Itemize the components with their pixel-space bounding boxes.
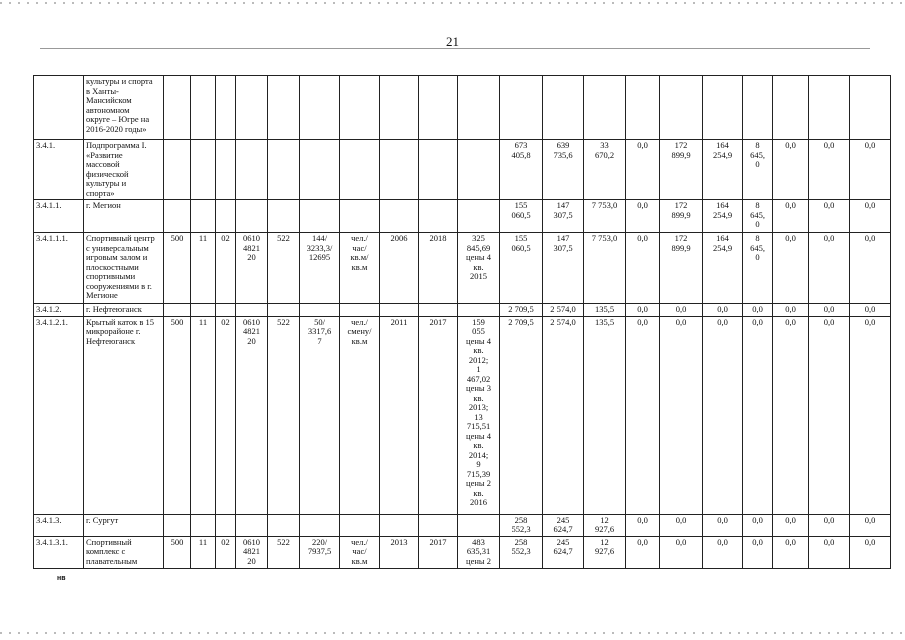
- value-cell: [626, 76, 660, 140]
- value-cell: 11: [191, 316, 216, 514]
- value-cell: [268, 76, 300, 140]
- value-cell: 0,0: [660, 304, 703, 317]
- value-cell: [380, 140, 419, 200]
- value-cell: 8 645, 0: [743, 200, 773, 233]
- value-cell: [419, 304, 458, 317]
- footer-mark: нв: [57, 575, 66, 582]
- value-cell: [458, 200, 500, 233]
- value-cell: 12 927,6: [584, 536, 626, 568]
- value-cell: [543, 76, 584, 140]
- value-cell: 0,0: [773, 514, 809, 536]
- value-cell: [340, 76, 380, 140]
- value-cell: [419, 76, 458, 140]
- value-cell: 0,0: [773, 316, 809, 514]
- value-cell: [380, 76, 419, 140]
- value-cell: [191, 514, 216, 536]
- value-cell: [191, 304, 216, 317]
- value-cell: [809, 76, 850, 140]
- value-cell: 2018: [419, 233, 458, 304]
- value-cell: 147 307,5: [543, 200, 584, 233]
- value-cell: [236, 76, 268, 140]
- value-cell: 7 753,0: [584, 200, 626, 233]
- value-cell: 522: [268, 316, 300, 514]
- value-cell: 0,0: [626, 140, 660, 200]
- row-name-cell: Спортивный центр с универсальным игровым залом и плоскостными спортивными сооружениями в г. Мегионе: [84, 233, 164, 304]
- value-cell: [216, 140, 236, 200]
- value-cell: 8 645, 0: [743, 140, 773, 200]
- value-cell: 245 624,7: [543, 536, 584, 568]
- value-cell: 0,0: [773, 233, 809, 304]
- value-cell: 8 645, 0: [743, 233, 773, 304]
- value-cell: [773, 76, 809, 140]
- value-cell: 0,0: [660, 536, 703, 568]
- value-cell: [236, 200, 268, 233]
- value-cell: 639 735,6: [543, 140, 584, 200]
- value-cell: 483 635,31 цены 2: [458, 536, 500, 568]
- value-cell: 0,0: [743, 304, 773, 317]
- value-cell: [419, 140, 458, 200]
- value-cell: 258 552,3: [500, 514, 543, 536]
- value-cell: 0,0: [773, 200, 809, 233]
- value-cell: 220/ 7937,5: [300, 536, 340, 568]
- value-cell: 0,0: [626, 200, 660, 233]
- row-name-cell: г. Нефтеюганск: [84, 304, 164, 317]
- value-cell: 2013: [380, 536, 419, 568]
- value-cell: 0610 4821 20: [236, 316, 268, 514]
- value-cell: [458, 304, 500, 317]
- row-code-cell: 3.4.1.3.: [34, 514, 84, 536]
- value-cell: [164, 76, 191, 140]
- table-row: [34, 140, 891, 200]
- value-cell: 0,0: [773, 304, 809, 317]
- value-cell: 500: [164, 233, 191, 304]
- value-cell: [458, 140, 500, 200]
- value-cell: 0,0: [773, 140, 809, 200]
- value-cell: 144/ 3233,3/ 12695: [300, 233, 340, 304]
- row-name-cell: культуры и спорта в Ханты- Мансийском автономном округе – Югре на 2016-2020 годы»: [84, 76, 164, 140]
- scan-edge-top: [0, 2, 905, 4]
- value-cell: 500: [164, 536, 191, 568]
- value-cell: [340, 140, 380, 200]
- value-cell: 2017: [419, 536, 458, 568]
- value-cell: 0,0: [626, 233, 660, 304]
- value-cell: 0,0: [809, 514, 850, 536]
- data-table: [33, 75, 891, 569]
- value-cell: 0,0: [809, 140, 850, 200]
- value-cell: 0,0: [743, 316, 773, 514]
- value-cell: 0,0: [809, 316, 850, 514]
- value-cell: 2011: [380, 316, 419, 514]
- value-cell: 0,0: [809, 233, 850, 304]
- value-cell: [268, 304, 300, 317]
- value-cell: 11: [191, 536, 216, 568]
- table-row: [34, 514, 891, 536]
- row-name-cell: Крытый каток в 15 микрорайоне г. Нефтеюганск: [84, 316, 164, 514]
- value-cell: [164, 140, 191, 200]
- value-cell: 0,0: [626, 316, 660, 514]
- value-cell: [191, 76, 216, 140]
- value-cell: 0,0: [703, 514, 743, 536]
- value-cell: [300, 514, 340, 536]
- value-cell: 2 709,5: [500, 316, 543, 514]
- value-cell: [191, 140, 216, 200]
- value-cell: [380, 200, 419, 233]
- table-row: [34, 304, 891, 317]
- value-cell: 2017: [419, 316, 458, 514]
- value-cell: 0,0: [809, 200, 850, 233]
- row-name-cell: г. Мегион: [84, 200, 164, 233]
- value-cell: 147 307,5: [543, 233, 584, 304]
- value-cell: [380, 304, 419, 317]
- value-cell: [236, 304, 268, 317]
- value-cell: 2 574,0: [543, 304, 584, 317]
- value-cell: 0,0: [703, 316, 743, 514]
- value-cell: 50/ 3317,6 7: [300, 316, 340, 514]
- value-cell: 0,0: [809, 304, 850, 317]
- value-cell: [703, 76, 743, 140]
- table-row: [34, 233, 891, 304]
- value-cell: 172 899,9: [660, 233, 703, 304]
- value-cell: [164, 200, 191, 233]
- value-cell: 155 060,5: [500, 200, 543, 233]
- value-cell: [660, 76, 703, 140]
- value-cell: [584, 76, 626, 140]
- value-cell: [216, 76, 236, 140]
- value-cell: 155 060,5: [500, 233, 543, 304]
- row-name-cell: г. Сургут: [84, 514, 164, 536]
- value-cell: 02: [216, 316, 236, 514]
- value-cell: [268, 200, 300, 233]
- row-code-cell: 3.4.1.2.: [34, 304, 84, 317]
- value-cell: 0,0: [809, 536, 850, 568]
- value-cell: 0,0: [743, 514, 773, 536]
- value-cell: [164, 514, 191, 536]
- value-cell: [743, 76, 773, 140]
- value-cell: [191, 200, 216, 233]
- value-cell: 0,0: [850, 316, 891, 514]
- value-cell: 159 055 цены 4 кв. 2012; 1 467,02 цены 3 кв. 2013; 13 715,51 цены 4 кв. 2014; 9 715,39 цены 2 кв. 2016: [458, 316, 500, 514]
- value-cell: 7 753,0: [584, 233, 626, 304]
- value-cell: 33 670,2: [584, 140, 626, 200]
- value-cell: [300, 304, 340, 317]
- value-cell: 02: [216, 233, 236, 304]
- value-cell: 0,0: [660, 316, 703, 514]
- value-cell: 0610 4821 20: [236, 233, 268, 304]
- value-cell: 164 254,9: [703, 140, 743, 200]
- value-cell: 0,0: [773, 536, 809, 568]
- value-cell: 0,0: [626, 304, 660, 317]
- value-cell: 2006: [380, 233, 419, 304]
- value-cell: 500: [164, 316, 191, 514]
- value-cell: [268, 514, 300, 536]
- row-code-cell: [34, 76, 84, 140]
- table-row: [34, 536, 891, 568]
- value-cell: чел./ час/ кв.м: [340, 536, 380, 568]
- value-cell: 0,0: [850, 514, 891, 536]
- row-name-cell: Спортивный комплекс с плавательным: [84, 536, 164, 568]
- value-cell: [340, 514, 380, 536]
- value-cell: [216, 304, 236, 317]
- row-code-cell: 3.4.1.1.: [34, 200, 84, 233]
- value-cell: 245 624,7: [543, 514, 584, 536]
- value-cell: [500, 76, 543, 140]
- value-cell: 0,0: [850, 536, 891, 568]
- value-cell: 258 552,3: [500, 536, 543, 568]
- value-cell: 0610 4821 20: [236, 536, 268, 568]
- value-cell: [300, 76, 340, 140]
- value-cell: [458, 514, 500, 536]
- value-cell: чел./ смену/ кв.м: [340, 316, 380, 514]
- row-code-cell: 3.4.1.1.1.: [34, 233, 84, 304]
- value-cell: 0,0: [850, 233, 891, 304]
- value-cell: 0,0: [850, 200, 891, 233]
- value-cell: 11: [191, 233, 216, 304]
- row-code-cell: 3.4.1.2.1.: [34, 316, 84, 514]
- value-cell: 673 405,8: [500, 140, 543, 200]
- value-cell: [216, 514, 236, 536]
- value-cell: [419, 514, 458, 536]
- value-cell: [268, 140, 300, 200]
- value-cell: [458, 76, 500, 140]
- value-cell: 0,0: [626, 514, 660, 536]
- value-cell: 135,5: [584, 304, 626, 317]
- value-cell: 164 254,9: [703, 200, 743, 233]
- value-cell: 172 899,9: [660, 200, 703, 233]
- value-cell: 0,0: [743, 536, 773, 568]
- value-cell: [300, 140, 340, 200]
- row-name-cell: Подпрограмма I. «Развитие массовой физической культуры и спорта»: [84, 140, 164, 200]
- value-cell: 172 899,9: [660, 140, 703, 200]
- value-cell: [419, 200, 458, 233]
- value-cell: [340, 200, 380, 233]
- value-cell: 0,0: [703, 536, 743, 568]
- value-cell: [236, 140, 268, 200]
- value-cell: [164, 304, 191, 317]
- page-number: 21: [446, 34, 459, 49]
- value-cell: 0,0: [626, 536, 660, 568]
- value-cell: 12 927,6: [584, 514, 626, 536]
- table-row: [34, 316, 891, 514]
- value-cell: [300, 200, 340, 233]
- table-row: [34, 200, 891, 233]
- value-cell: 0,0: [703, 304, 743, 317]
- value-cell: чел./ час/ кв.м/ кв.м: [340, 233, 380, 304]
- value-cell: [216, 200, 236, 233]
- value-cell: 325 845,69 цены 4 кв. 2015: [458, 233, 500, 304]
- value-cell: 0,0: [850, 140, 891, 200]
- row-code-cell: 3.4.1.: [34, 140, 84, 200]
- value-cell: 135,5: [584, 316, 626, 514]
- value-cell: 02: [216, 536, 236, 568]
- value-cell: 0,0: [660, 514, 703, 536]
- value-cell: 522: [268, 536, 300, 568]
- value-cell: [380, 514, 419, 536]
- value-cell: 0,0: [850, 304, 891, 317]
- scan-edge-bottom: [0, 632, 905, 634]
- value-cell: 2 709,5: [500, 304, 543, 317]
- value-cell: [236, 514, 268, 536]
- value-cell: 2 574,0: [543, 316, 584, 514]
- table-row: [34, 76, 891, 140]
- value-cell: [340, 304, 380, 317]
- value-cell: [850, 76, 891, 140]
- row-code-cell: 3.4.1.3.1.: [34, 536, 84, 568]
- header-rule: [40, 48, 870, 49]
- value-cell: 522: [268, 233, 300, 304]
- value-cell: 164 254,9: [703, 233, 743, 304]
